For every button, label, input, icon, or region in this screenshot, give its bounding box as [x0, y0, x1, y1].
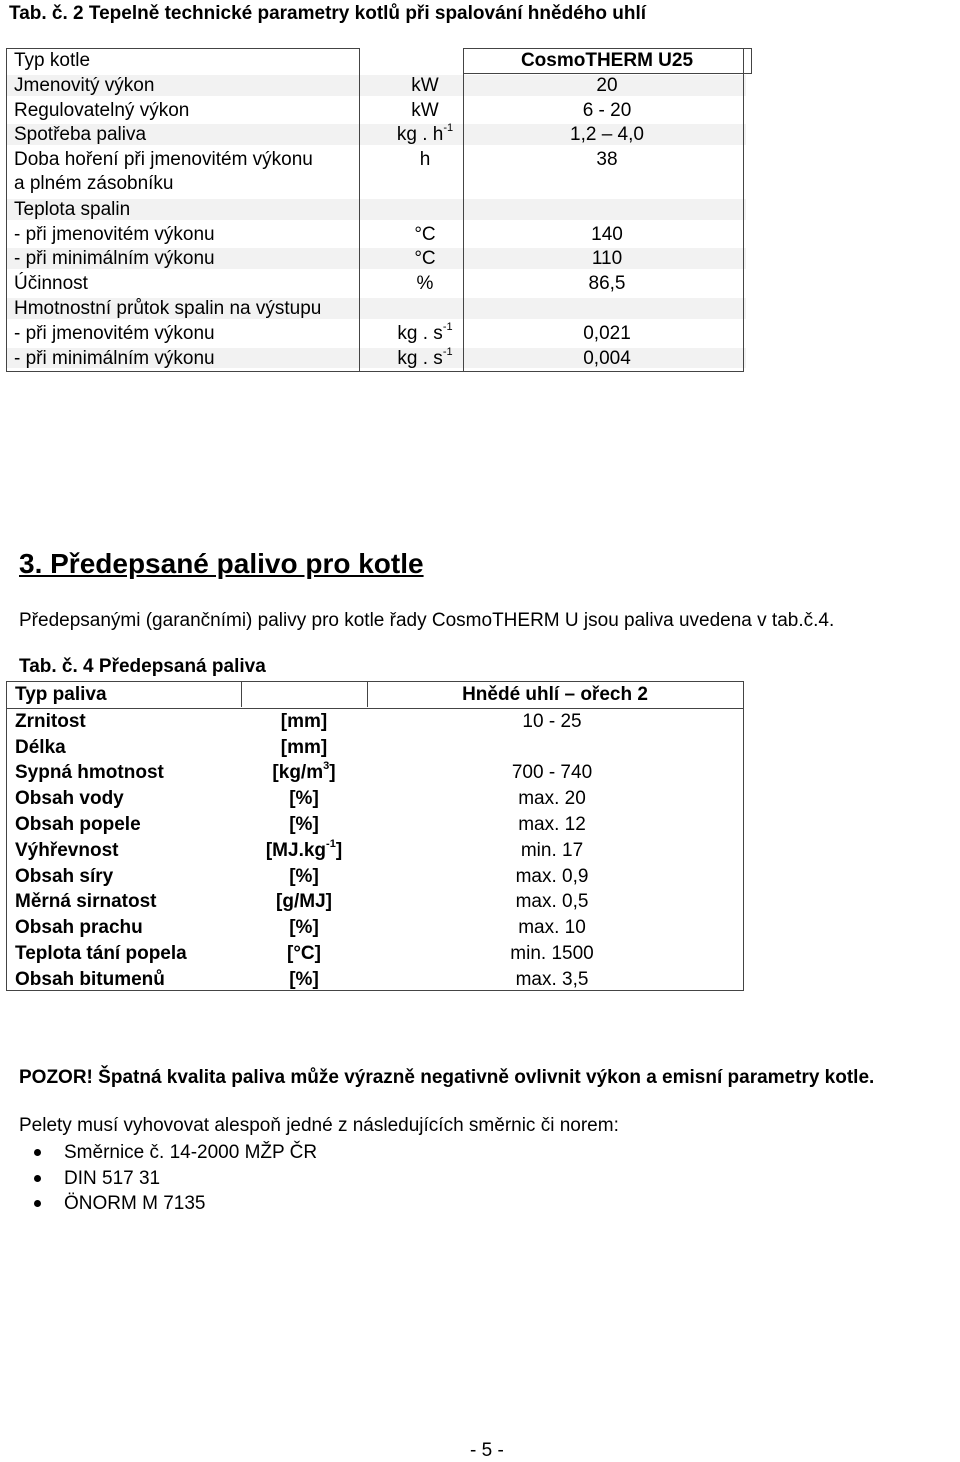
label-cell: Obsah bitumenů	[15, 968, 165, 990]
value-cell: 86,5	[588, 273, 626, 295]
unit-cell: $[kg/m^3]$	[272, 760, 336, 784]
unit-cell: kg . $s^{-1}$	[397, 345, 453, 369]
table-body	[6, 48, 746, 370]
unit-cell: [%]	[289, 968, 319, 990]
table-row	[6, 222, 746, 247]
value-cell: min. 17	[520, 839, 584, 861]
table-row	[7, 760, 743, 786]
value-cell: max. 0,5	[515, 891, 589, 913]
label-cell: Regulovatelný výkon	[14, 99, 190, 121]
value-cell: 1,2 – 4,0	[570, 124, 644, 146]
table-row	[7, 812, 743, 838]
unit-cell: h	[419, 149, 431, 171]
table-row	[6, 98, 746, 123]
table-row	[6, 271, 746, 296]
table4-caption: Tab. č. 4 Předepsaná paliva	[19, 656, 266, 677]
unit-cell: kW	[411, 99, 439, 121]
label-cell: - při jmenovitém výkonu	[14, 223, 215, 245]
unit-cell: °C	[414, 223, 436, 245]
list-item: Směrnice č. 14-2000 MŽP ČR	[30, 1140, 317, 1166]
label-cell: Obsah vody	[15, 788, 124, 810]
pellets-intro: Pelety musí vyhovovat alespoň jedné z následujících směrnic či norem:	[19, 1115, 619, 1136]
label-cell: Měrná sirnatost	[15, 891, 157, 913]
value-cell: max. 3,5	[515, 968, 589, 990]
unit-cell: [%]	[289, 813, 319, 835]
table-row	[6, 48, 746, 73]
unit-exponent: -1	[326, 837, 336, 850]
label-cell: Teplota spalin	[14, 198, 131, 220]
unit-exponent: -1	[442, 345, 453, 358]
table-row	[7, 967, 743, 993]
value-cell: 6 - 20	[582, 99, 632, 121]
label-cell: Délka	[15, 736, 66, 758]
label-cell: - při minimálním výkonu	[14, 248, 215, 270]
value-cell: 10 - 25	[522, 710, 582, 732]
table-row	[6, 197, 746, 222]
unit-cell: [°C]	[287, 942, 321, 964]
value-cell: max. 0,9	[515, 865, 589, 887]
norms-list	[30, 1140, 317, 1217]
label-cell: Typ kotle	[14, 50, 91, 71]
table-row	[6, 246, 746, 271]
unit-cell: $[MJ.kg^{-1}]$	[265, 837, 343, 861]
table-border	[241, 682, 242, 707]
value-cell: CosmoTHERM U25	[520, 50, 694, 71]
unit-exponent: 3	[323, 760, 330, 773]
section-intro: Předepsanými (garančními) palivy pro kotle řady CosmoTHERM U jsou paliva uvedena v tab.č.4.	[19, 610, 835, 631]
label-cell: Sypná hmotnost	[15, 762, 164, 784]
label-cell: Výhřevnost	[15, 839, 119, 861]
table-row	[7, 864, 743, 890]
label-cell: - při jmenovitém výkonu	[14, 322, 215, 344]
table-row	[7, 735, 743, 761]
value-cell: 0,004	[583, 347, 631, 369]
unit-cell: °C	[414, 248, 436, 270]
label-cell: Obsah prachu	[15, 917, 143, 939]
value-cell: Hnědé uhlí – ořech 2	[462, 684, 648, 705]
table-row	[7, 941, 743, 967]
table-row	[6, 321, 746, 346]
unit-cell: kg . $s^{-1}$	[397, 320, 453, 344]
value-cell: 700 - 740	[511, 762, 593, 784]
unit-cell: [g/MJ]	[276, 891, 332, 913]
table-row	[6, 296, 746, 321]
table-row	[6, 73, 746, 98]
list-item: ÖNORM M 7135	[30, 1191, 317, 1217]
list-item: DIN 517 31	[30, 1166, 317, 1192]
unit-cell: kW	[411, 74, 439, 96]
table2-caption: Tab. č. 2 Tepelně technické parametry kotlů při spalování hnědého uhlí	[9, 3, 647, 24]
unit-exponent: -1	[443, 122, 454, 135]
page-number: - 5 -	[470, 1440, 504, 1461]
label-cell: Teplota tání popela	[15, 942, 187, 964]
label-cell: Obsah síry	[15, 865, 114, 887]
unit-cell: [mm]	[280, 736, 328, 758]
value-cell: 110	[591, 248, 623, 270]
unit-cell: [%]	[289, 917, 319, 939]
table-row	[6, 122, 746, 147]
value-cell: max. 10	[518, 917, 586, 939]
unit-cell: kg . $h^{-1}$	[396, 122, 454, 146]
label-cell: Doba hoření při jmenovitém výkonu a plném zásobníku	[14, 149, 313, 195]
unit-cell: [mm]	[280, 710, 328, 732]
table-row	[6, 346, 746, 371]
label-cell: Spotřeba paliva	[14, 124, 147, 146]
table-row	[6, 147, 746, 197]
value-cell: 38	[596, 149, 618, 171]
table-row	[7, 915, 743, 941]
label-cell: Účinnost	[14, 273, 88, 295]
section-heading: 3. Předepsané palivo pro kotle	[19, 548, 424, 579]
unit-cell: %	[416, 273, 434, 295]
table-row	[7, 786, 743, 812]
label-cell: - při minimálním výkonu	[14, 347, 215, 369]
unit-cell: [%]	[289, 788, 319, 810]
value-cell: max. 20	[518, 788, 586, 810]
label-cell: Jmenovitý výkon	[14, 74, 155, 96]
unit-cell: [%]	[289, 865, 319, 887]
value-cell: min. 1500	[510, 942, 594, 964]
value-cell: 140	[591, 223, 623, 245]
fuel-table	[6, 681, 744, 991]
unit-exponent: -1	[442, 320, 453, 333]
label-cell: Hmotnostní průtok spalin na výstupu	[14, 297, 322, 319]
label-cell: Obsah popele	[15, 813, 141, 835]
table-row	[7, 709, 743, 735]
table-row	[7, 682, 743, 709]
table-row	[7, 838, 743, 864]
table-row	[7, 889, 743, 915]
value-cell: 20	[596, 74, 618, 96]
warning-text: POZOR! Špatná kvalita paliva může výrazně negativně ovlivnit výkon a emisní parametry kotle.	[19, 1067, 875, 1088]
label-cell: Typ paliva	[15, 684, 107, 705]
value-cell: 0,021	[583, 322, 631, 344]
value-cell: max. 12	[518, 813, 586, 835]
label-cell: Zrnitost	[15, 710, 86, 732]
